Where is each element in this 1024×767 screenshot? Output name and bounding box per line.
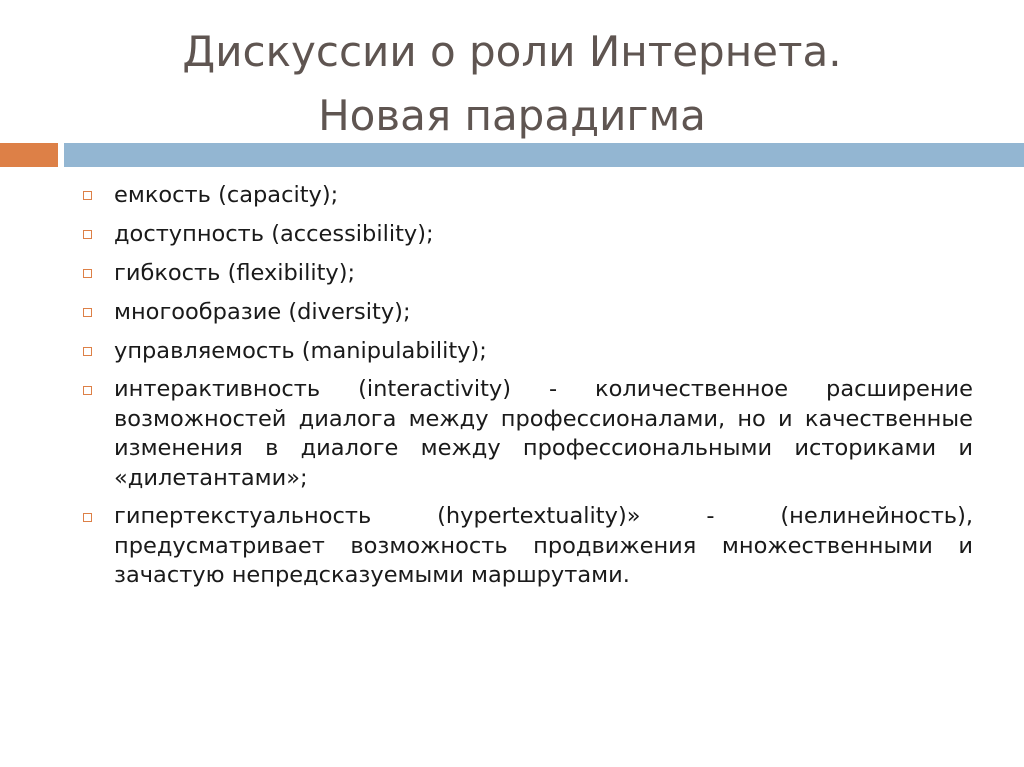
list-item [80,219,973,249]
list-item-text: гипертекстуальность (hypertextuality)» - (нелинейность), предусматривает возможность продвижения множественными и зачастую непредсказуемыми маршрутами. [114,503,973,588]
square-bullet-icon [83,269,92,278]
list-item-text: интерактивность (interactivity) - количественное расширение возможностей диалога между профессионалами, но и качественные изменения в диалоге между профессиональными историками и «дилетантами»; [114,376,973,491]
list-item [80,502,973,591]
bullet-list [80,180,973,600]
square-bullet-icon [83,308,92,317]
slide-title [60,20,964,148]
square-bullet-icon [83,347,92,356]
list-item [80,180,973,210]
accent-bar-blue [64,143,1024,167]
list-item [80,336,973,366]
list-item-text: управляемость (manipulability); [114,338,487,364]
list-item-text: гибкость (flexibility); [114,260,356,286]
list-item-text: доступность (accessibility); [114,221,434,247]
list-item [80,297,973,327]
square-bullet-icon [83,191,92,200]
list-item [80,375,973,493]
square-bullet-icon [83,513,92,522]
list-item-text: многообразие (diversity); [114,299,411,325]
title-line-2: Новая парадигма [318,91,706,140]
accent-bar-orange [0,143,58,167]
list-item-text: емкость (capacity); [114,182,339,208]
square-bullet-icon [83,386,92,395]
title-line-1: Дискуссии о роли Интернета. [182,27,842,76]
square-bullet-icon [83,230,92,239]
list-item [80,258,973,288]
